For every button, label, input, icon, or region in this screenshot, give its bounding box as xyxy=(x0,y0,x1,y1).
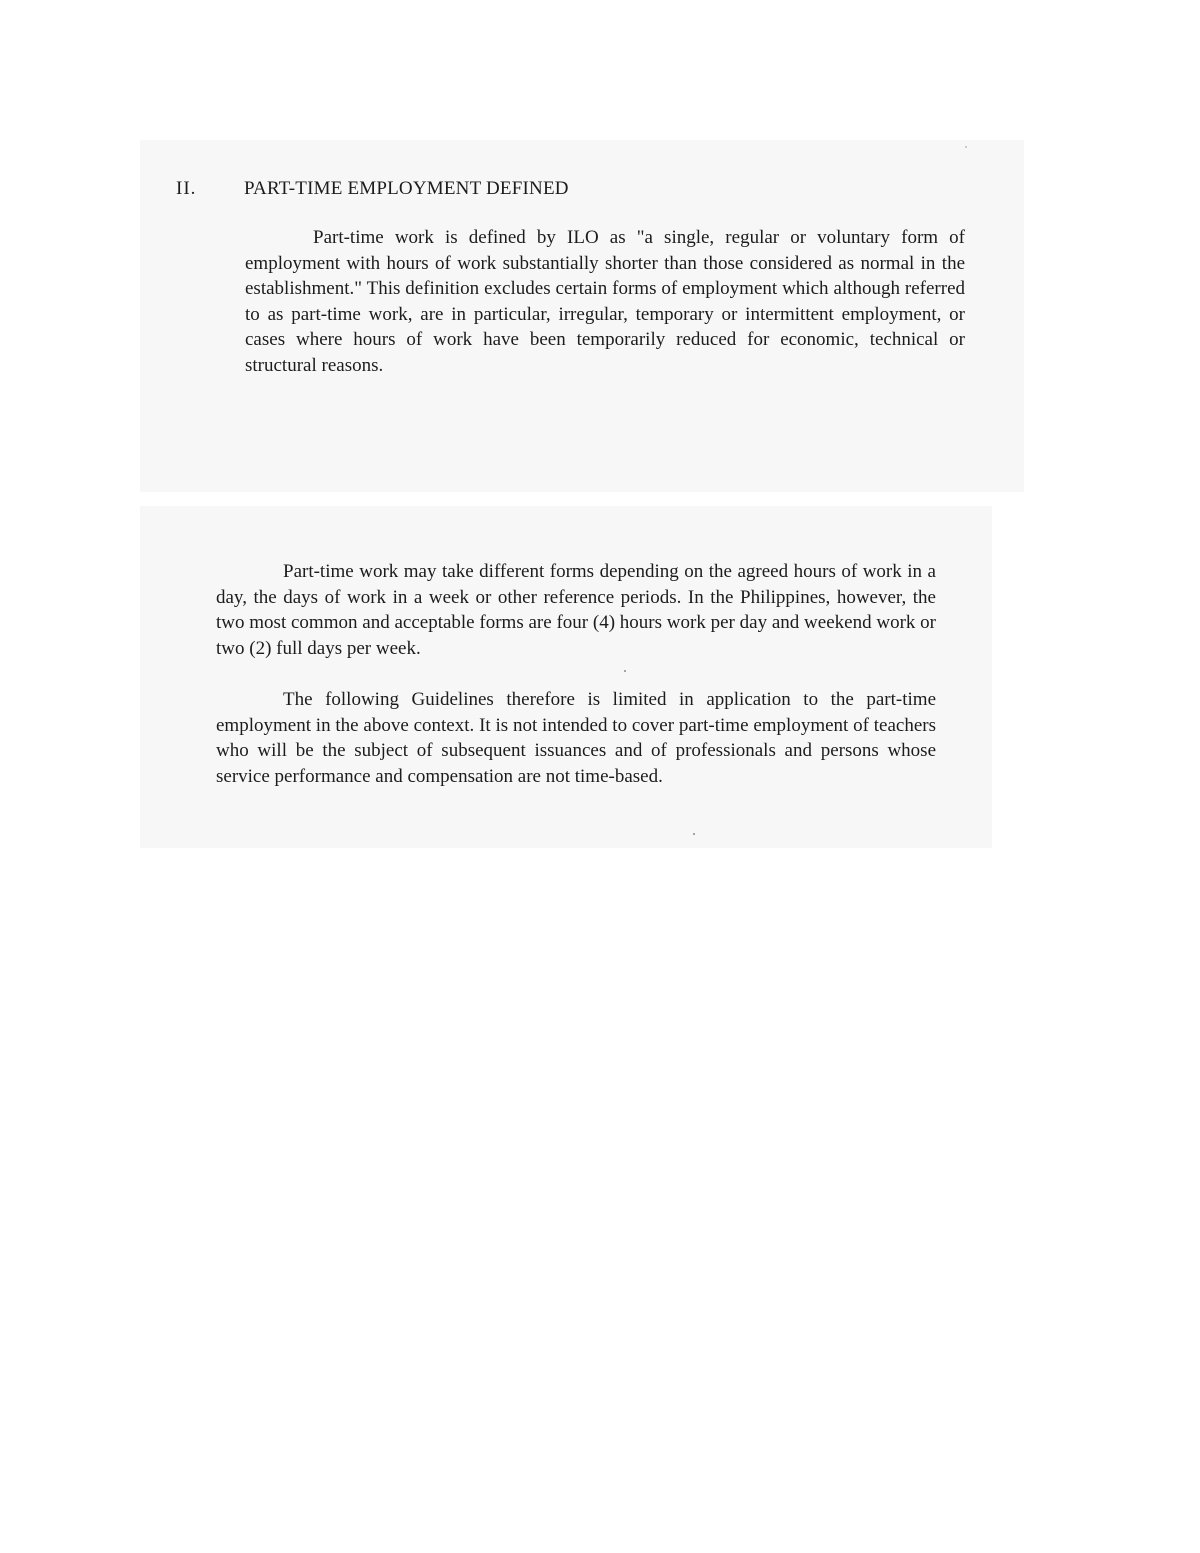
scanned-block-definition xyxy=(140,140,1024,492)
section-number: II. xyxy=(176,178,197,199)
scan-speck xyxy=(624,670,626,672)
scanned-block-forms xyxy=(140,506,992,848)
paragraph-guidelines-scope: The following Guidelines therefore is limited in application to the part-time employment in the above context. It is not intended to cover part-time employment of teachers who will be the subject of subsequent issuances and of professionals and persons whose service performance and compensation are not time-based. xyxy=(216,689,936,787)
scan-speck xyxy=(965,146,967,148)
section-title: PART-TIME EMPLOYMENT DEFINED xyxy=(244,178,569,199)
scan-speck xyxy=(693,833,695,835)
paragraph-ilo-definition: Part-time work is defined by ILO as "a single, regular or voluntary form of employment with hours of work substantially shorter than those considered as normal in the establishment." This definition excludes certain forms of employment which although referred to as part-time work, are in particular, irregular, temporary or intermittent employment, or cases where hours of work have been temporarily reduced for economic, technical or structural reasons. xyxy=(245,227,965,376)
paragraph-forms-of-part-time-work: Part-time work may take different forms depending on the agreed hours of work in a day, the days of work in a week or other reference periods. In the Philippines, however, the two most common and acceptable forms are four (4) hours work per day and weekend work or two (2) full days per week. xyxy=(216,561,936,659)
